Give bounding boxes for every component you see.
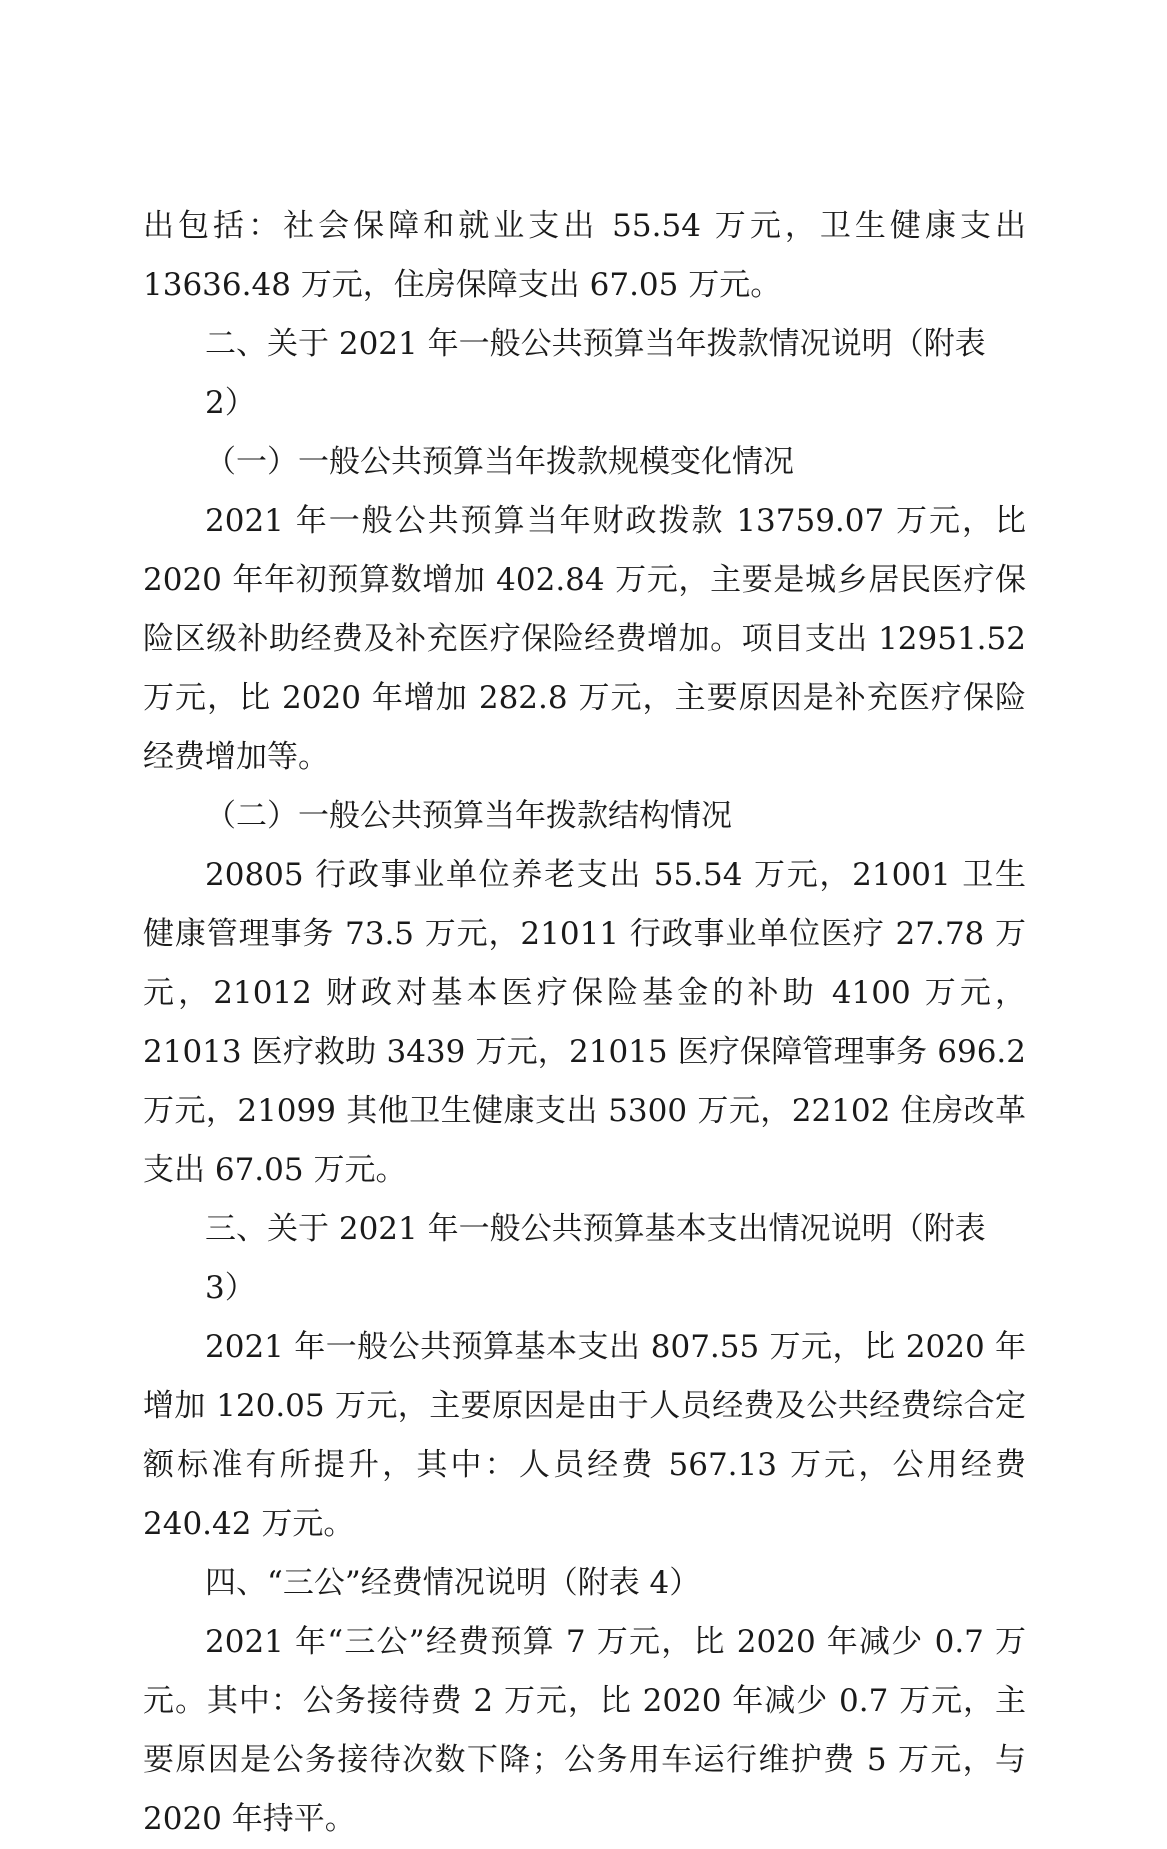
- paragraph-social-health-housing-expenditure: 出包括：社会保障和就业支出 55.54 万元，卫生健康支出 13636.48 万元，住房保障支出 67.05 万元。: [143, 208, 1026, 303]
- paragraph-basic-expenditure: 2021 年一般公共预算基本支出 807.55 万元，比 2020 年增加 120.05 万元，主要原因是由于人员经费及公共经费综合定额标准有所提升，其中：人员经费 567.13 万元，公用经费 240.42 万元。: [143, 1329, 1026, 1542]
- section-heading-4: 四、“三公”经费情况说明（附表 4）: [205, 1565, 701, 1601]
- paragraph-appropriation-scale: 2021 年一般公共预算当年财政拨款 13759.07 万元，比 2020 年年初预算数增加 402.84 万元，主要是城乡居民医疗保险区级补助经费及补充医疗保险经费增加。项目支出 12951.52 万元，比 2020 年增加 282.8 万元，主要原因是补充医疗保险经费增加等。: [143, 503, 1026, 775]
- document-body: [143, 197, 1026, 1849]
- paragraph-three-public-expenses: 2021 年“三公”经费预算 7 万元，比 2020 年减少 0.7 万元。其中：公务接待费 2 万元，比 2020 年减少 0.7 万元，主要原因是公务接待次数下降；公务用车运行维护费 5 万元，与 2020 年持平。: [143, 1624, 1026, 1837]
- section-heading-2: 二、关于 2021 年一般公共预算当年拨款情况说明（附表 2）: [205, 326, 986, 421]
- section-heading-3: 三、关于 2021 年一般公共预算基本支出情况说明（附表 3）: [205, 1211, 986, 1306]
- subsection-heading-2-2: （二）一般公共预算当年拨款结构情况: [205, 798, 732, 834]
- paragraph-appropriation-structure: 20805 行政事业单位养老支出 55.54 万元，21001 卫生健康管理事务 73.5 万元，21011 行政事业单位医疗 27.78 万元，21012 财政对基本医疗保险基金的补助 4100 万元，21013 医疗救助 3439 万元，21015 医疗保障管理事务 696.2 万元，21099 其他卫生健康支出 5300 万元，22102 住房改革支出 67.05 万元。: [143, 857, 1026, 1188]
- subsection-heading-2-1: （一）一般公共预算当年拨款规模变化情况: [205, 444, 794, 480]
